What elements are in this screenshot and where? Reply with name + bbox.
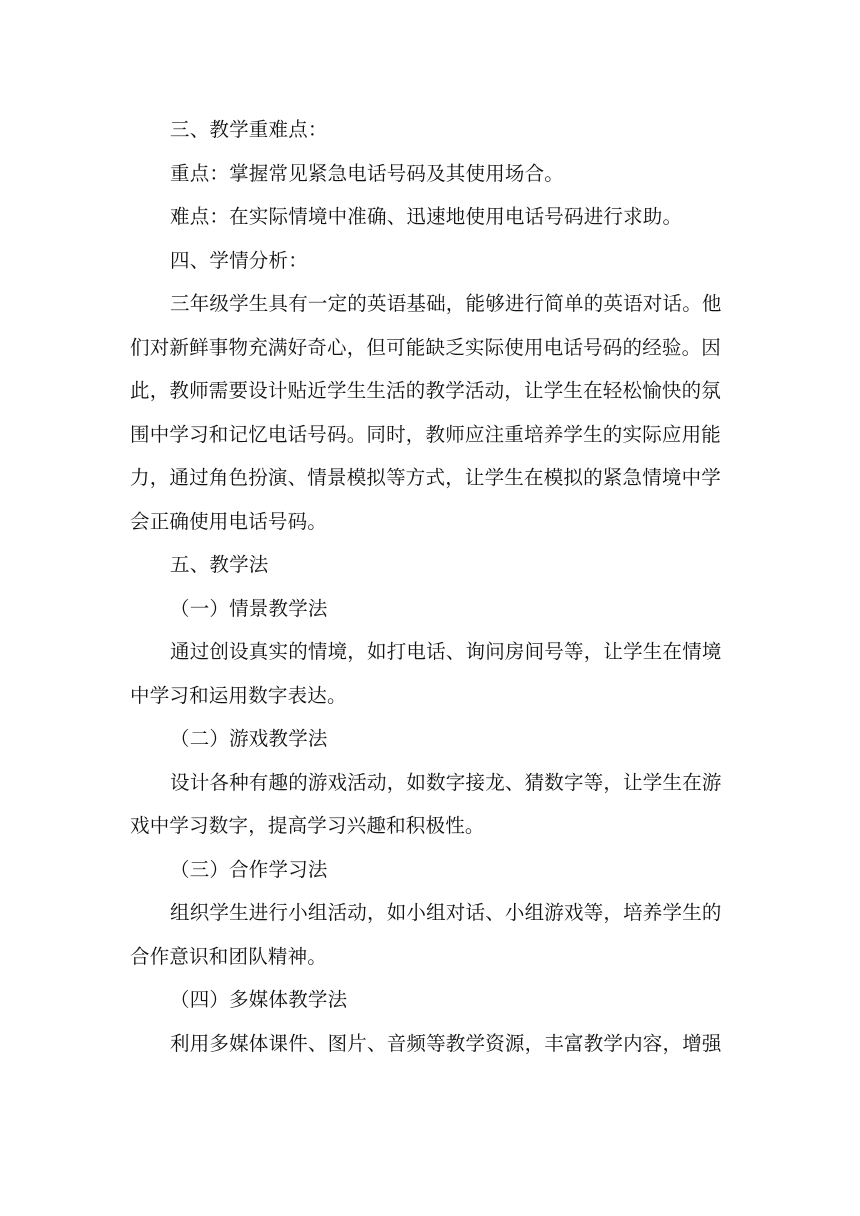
method-title-game: （二）游戏教学法 <box>170 727 328 750</box>
method-title-situational: （一）情景教学法 <box>170 596 328 620</box>
analysis-line: 们对新鲜事物充满好奇心，但可能缺乏实际使用电话号码的经验。因 <box>130 335 722 359</box>
analysis-line: 力，通过角色扮演、情景模拟等方式，让学生在模拟的紧急情境中学 <box>130 466 722 489</box>
analysis-line: 会正确使用电话号码。 <box>130 509 328 533</box>
method-title-multimedia: （四）多媒体教学法 <box>170 988 348 1011</box>
method-desc-line: 中学习和运用数字表达。 <box>130 683 347 707</box>
difficult-point-text: 难点：在实际情境中准确、迅速地使用电话号码进行求助。 <box>170 205 683 228</box>
method-desc-line: 利用多媒体课件、图片、音频等教学资源，丰富教学内容，增强 <box>170 1031 722 1055</box>
method-desc-line: 设计各种有趣的游戏活动，如数字接龙、猜数字等，让学生在游 <box>170 770 722 794</box>
analysis-line: 围中学习和记忆电话号码。同时，教师应注重培养学生的实际应用能 <box>130 422 722 446</box>
analysis-line: 三年级学生具有一定的英语基础，能够进行简单的英语对话。他 <box>170 292 722 315</box>
document-page <box>130 108 730 1065</box>
method-desc-line: 戏中学习数字，提高学习兴趣和积极性。 <box>130 814 485 837</box>
section-heading-difficulties: 三、教学重难点： <box>170 118 328 141</box>
key-point-text: 重点：掌握常见紧急电话号码及其使用场合。 <box>170 161 565 185</box>
section-heading-analysis: 四、学情分析： <box>170 248 308 272</box>
section-heading-methods: 五、教学法 <box>170 553 269 576</box>
method-desc-line: 组织学生进行小组活动，如小组对话、小组游戏等，培养学生的 <box>170 901 722 924</box>
analysis-line: 此，教师需要设计贴近学生生活的教学活动，让学生在轻松愉快的氛 <box>130 379 722 402</box>
method-title-cooperative: （三）合作学习法 <box>170 857 328 881</box>
method-desc-line: 通过创设真实的情境，如打电话、询问房间号等，让学生在情境 <box>170 640 722 663</box>
method-desc-line: 合作意识和团队精神。 <box>130 944 328 968</box>
